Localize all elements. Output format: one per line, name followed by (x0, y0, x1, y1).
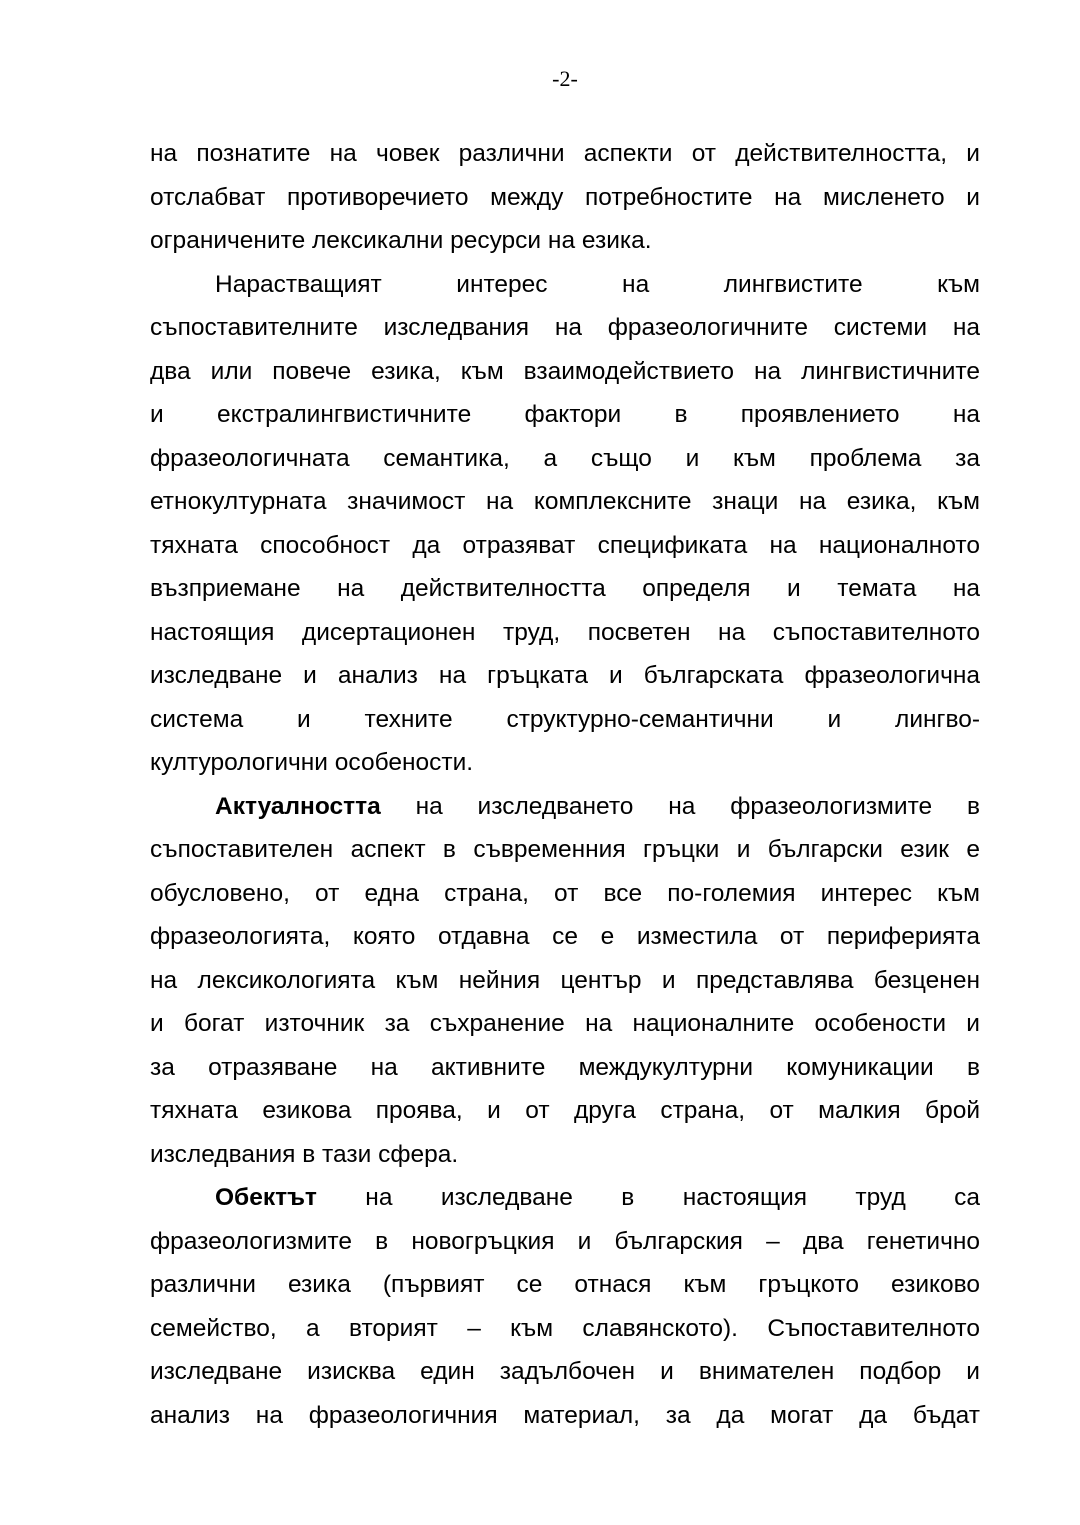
paragraph-line: ограничените лексикални ресурси на езика. (150, 227, 652, 254)
paragraph-2 (150, 263, 980, 785)
paragraph-4 (150, 1176, 980, 1437)
paragraph-line: Нарастващият интерес на лингвистите към (215, 270, 980, 298)
paragraph-line: и богат източник за съхранение на националните особености и (150, 1010, 980, 1037)
body-text (150, 132, 980, 1437)
paragraph-line: възприемане на действителността определя и темата на (150, 575, 980, 602)
paragraph-line: отслабват противоречието между потребностите на мисленето и (150, 183, 980, 211)
page-number: -2- (552, 66, 578, 91)
paragraph-line: система и техните структурно-семантични и лингво- (150, 705, 980, 733)
paragraph-line: настоящия дисертационен труд, посветен на съпоставителното (150, 618, 980, 646)
paragraph-line-with-lead (150, 1176, 980, 1220)
paragraph-line: тяхната способност да отразяват спецификата на националното (150, 531, 980, 559)
paragraph-line: и екстралингвистичните фактори в проявлението на (150, 401, 980, 428)
paragraph-line: фразеологията, която отдавна се е изместила от периферията (150, 923, 980, 950)
paragraph-line-with-lead (150, 785, 980, 829)
paragraph-line: семейство, а вторият – към славянското). Съпоставителното (150, 1314, 980, 1342)
paragraph-line: изследване и анализ на гръцката и българската фразеологична (150, 662, 980, 689)
lead-term-actuality: Актуалността (215, 792, 381, 820)
paragraph-line: за отразяване на активните междукултурни комуникации в (150, 1053, 980, 1081)
paragraph-line: на лексикологията към нейния център и представлява безценен (150, 966, 980, 994)
paragraph-1 (150, 132, 980, 263)
paragraph-3 (150, 785, 980, 1177)
paragraph-line: етнокултурната значимост на комплексните знаци на езика, към (150, 488, 980, 515)
paragraph-line: съпоставителните изследвания на фразеологичните системи на (150, 314, 980, 341)
paragraph-line: фразеологизмите в новогръцкия и българския – два генетично (150, 1227, 980, 1255)
lead-term-object: Обектът (215, 1184, 317, 1211)
paragraph-line: два или повече езика, към взаимодействието на лингвистичните (150, 357, 980, 385)
paragraph-line: културологични особености. (150, 749, 474, 776)
paragraph-line: на познатите на човек различни аспекти от действителността, и (150, 140, 980, 167)
paragraph-line: изследвания в тази сфера. (150, 1140, 459, 1168)
paragraph-line: обусловено, от една страна, от все по-големия интерес към (150, 879, 980, 907)
paragraph-line: тяхната езикова проява, и от друга страна, от малкия брой (150, 1097, 980, 1124)
paragraph-line: различни езика (първият се отнася към гръцкото езиково (150, 1271, 980, 1298)
paragraph-line: анализ на фразеологичния материал, за да могат да бъдат (150, 1401, 980, 1429)
lead-continuation: на изследването на фразеологизмите в (380, 792, 980, 820)
paragraph-line: изследване изисква един задълбочен и внимателен подбор и (150, 1358, 980, 1385)
lead-continuation: на изследване в настоящия труд са (316, 1184, 980, 1211)
paragraph-line: фразеологичната семантика, а също и към проблема за (150, 444, 980, 472)
paragraph-line: съпоставителен аспект в съвременния гръцки и български език е (150, 836, 980, 863)
